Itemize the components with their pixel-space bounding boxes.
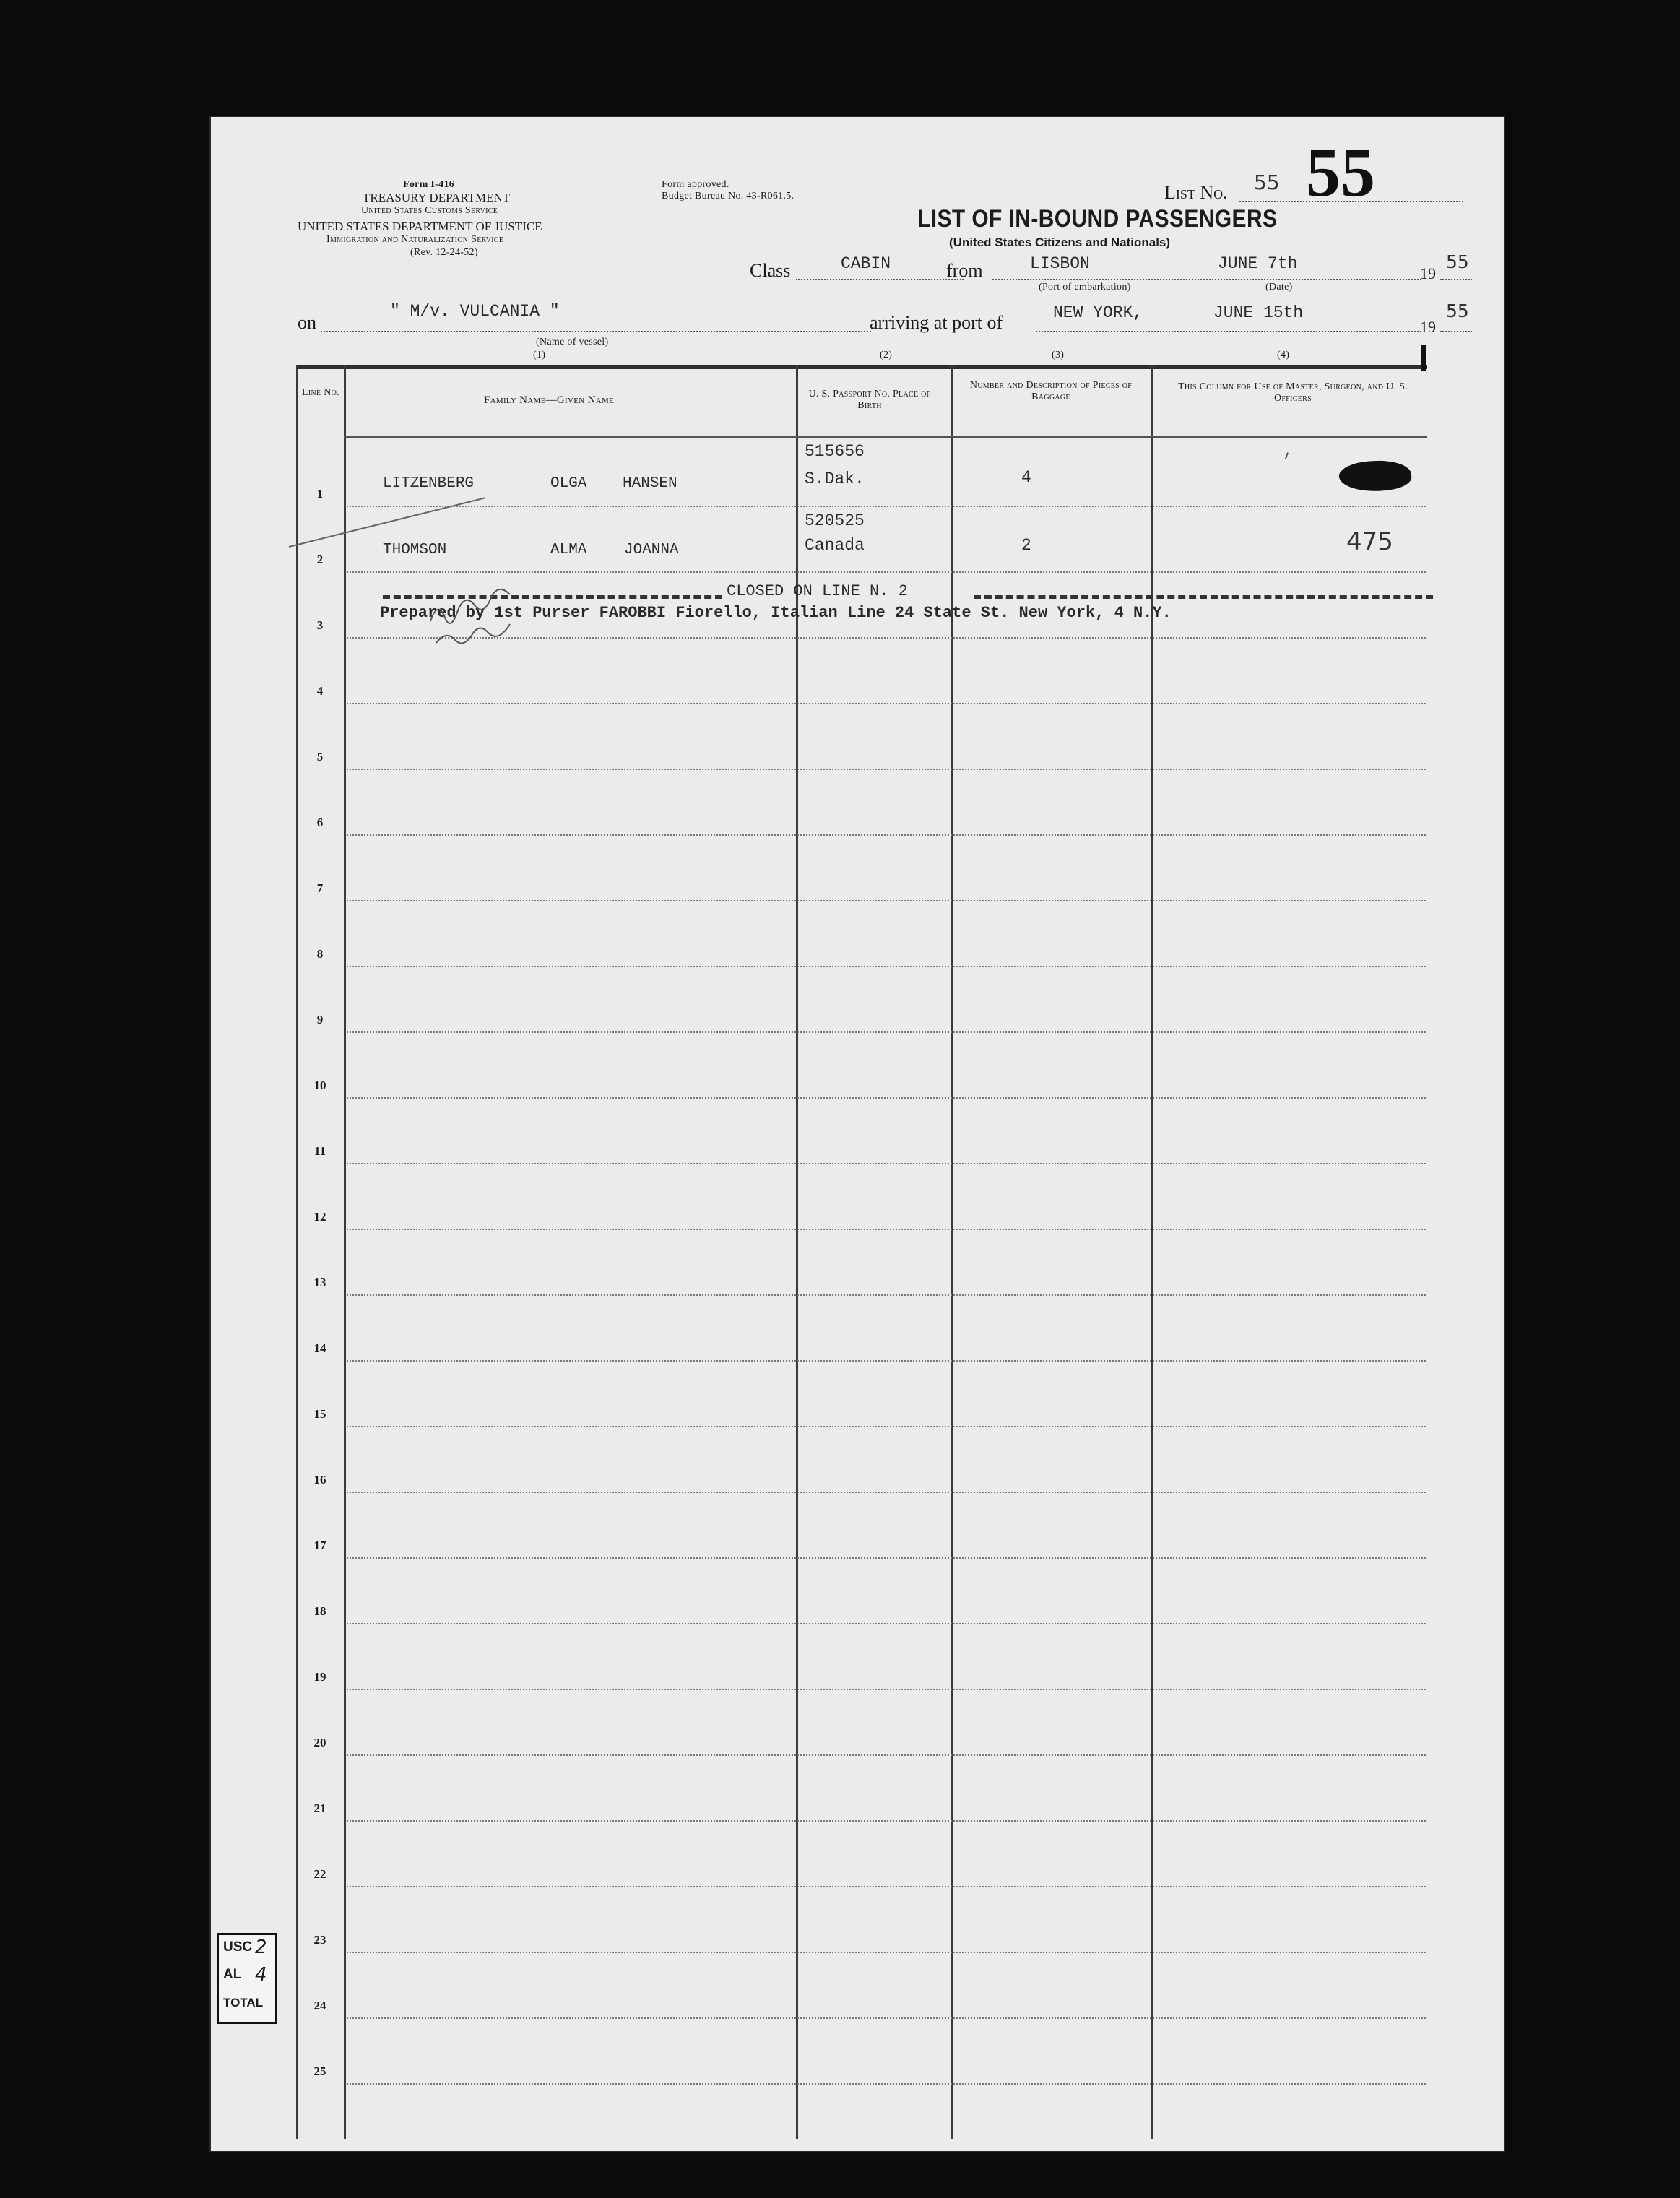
passenger-1-given-2: HANSEN (623, 475, 677, 492)
caption-date: (Date) (1265, 282, 1293, 293)
line-number: 7 (316, 881, 324, 895)
caption-col-2: (2) (880, 350, 893, 360)
page-subtitle: (United States Citizens and Nationals) (949, 235, 1171, 249)
table-row-rule (347, 2083, 1426, 2085)
header-passport: U. S. Passport No. Place of Birth (808, 389, 931, 411)
usc-value: 2 (255, 1937, 267, 1958)
caption-col-1: (1) (533, 350, 546, 360)
line-number: 4 (316, 684, 324, 698)
usc-label: USC (223, 1939, 253, 1955)
passenger-1-baggage: 4 (1021, 468, 1031, 487)
line-number: 16 (313, 1473, 326, 1487)
budget-bureau: Budget Bureau No. 43-R061.5. (662, 191, 794, 202)
list-no-small: 55 (1254, 170, 1280, 194)
col-rule-officers (1151, 365, 1153, 2139)
caption-col-3: (3) (1052, 350, 1065, 360)
table-row-rule (347, 1623, 1426, 1624)
table-row-rule (347, 2017, 1426, 2019)
table-row-rule (347, 834, 1426, 836)
line-number: 11 (313, 1144, 326, 1158)
year-line-arrival (1440, 331, 1472, 332)
from-label: from (946, 260, 983, 281)
col-rule-passport (796, 365, 798, 2139)
class-label: Class (750, 260, 791, 281)
port-of-arrival: NEW YORK, (1053, 303, 1143, 322)
department-of-justice: UNITED STATES DEPARTMENT OF JUSTICE (298, 220, 542, 233)
line-number: 18 (313, 1604, 326, 1618)
closed-on-line: CLOSED ON LINE N. 2 (727, 582, 908, 600)
passenger-list-sheet (209, 116, 1505, 2152)
line-number: 20 (313, 1736, 326, 1749)
arriving-label: arriving at port of (870, 312, 1003, 333)
table-top-rule (296, 365, 1427, 369)
line-number: 10 (313, 1078, 326, 1092)
line-number: 13 (313, 1276, 326, 1289)
on-label: on (298, 312, 316, 333)
list-no-large: 55 (1306, 134, 1375, 211)
closed-dashes-right (974, 595, 1433, 599)
passenger-1-birth: S.Dak. (805, 470, 865, 488)
pencil-slash (289, 497, 485, 548)
class-line (796, 279, 964, 280)
line-number: 15 (313, 1407, 326, 1421)
caption-port-embarkation: (Port of embarkation) (1039, 282, 1131, 293)
total-label: TOTAL (223, 1996, 264, 2009)
line-number: 6 (316, 815, 324, 829)
departure-year: 55 (1446, 251, 1469, 272)
passenger-2-birth: Canada (805, 536, 865, 555)
table-row-rule (347, 1163, 1426, 1164)
header-officers: This Column for Use of Master, Surgeon, and U. S. Officers (1177, 381, 1408, 404)
year-prefix-depart: 19 (1420, 264, 1436, 282)
line-number: 21 (313, 1801, 326, 1815)
table-row-rule (347, 1360, 1426, 1362)
vessel-line (321, 331, 871, 332)
col-rule-baggage (951, 365, 953, 2139)
header-name: Family Name—Given Name (484, 394, 615, 406)
line-number: 5 (316, 750, 324, 763)
line-number: 1 (316, 487, 324, 501)
passenger-2-passport: 520525 (805, 511, 865, 530)
passenger-1-passport: 515656 (805, 442, 865, 461)
line-number: 19 (313, 1670, 326, 1684)
edge-mark (1421, 345, 1426, 371)
passenger-1-given-1: OLGA (550, 475, 587, 492)
line-number: 12 (313, 1210, 326, 1224)
table-row-rule (347, 769, 1426, 770)
header-bottom-rule (344, 436, 1427, 438)
line-number: 17 (313, 1539, 326, 1552)
caption-col-4: (4) (1277, 350, 1290, 360)
line-number: 3 (316, 618, 324, 632)
arrival-line (1036, 331, 1421, 332)
arrival-year: 55 (1446, 300, 1469, 321)
line-number: 24 (313, 1999, 326, 2012)
table-row-rule (347, 1097, 1426, 1099)
page-title: LIST OF IN-BOUND PASSENGERS (917, 205, 1278, 233)
al-value: 4 (255, 1964, 267, 1986)
table-row-rule (347, 1426, 1426, 1427)
passenger-1-ink-blot (1338, 459, 1413, 494)
year-line-depart (1440, 279, 1472, 280)
table-row-rule (347, 1294, 1426, 1296)
port-of-embarkation: LISBON (1030, 254, 1090, 273)
list-no-label: List No. (1164, 182, 1228, 203)
passenger-2-given-2: JOANNA (624, 542, 679, 558)
ins-service: Immigration and Naturalization Service (326, 234, 504, 245)
year-prefix-arrival: 19 (1420, 318, 1436, 336)
table-row-rule (347, 571, 1426, 573)
table-row-rule (347, 1492, 1426, 1493)
passenger-1-family: LITZENBERG (383, 475, 475, 492)
line-number: 23 (313, 1933, 326, 1947)
table-row-rule (347, 900, 1426, 901)
header-baggage: Number and Description of Pieces of Baggage (969, 380, 1133, 402)
departure-date: JUNE 7th (1218, 254, 1298, 273)
col-rule-name (344, 365, 346, 2139)
table-row-rule (347, 1820, 1426, 1822)
table-row-rule (347, 1557, 1426, 1559)
treasury-department: TREASURY DEPARTMENT (363, 191, 511, 204)
form-approved: Form approved. (662, 179, 729, 190)
table-row-rule (347, 1754, 1426, 1756)
line-number: 25 (313, 2064, 326, 2078)
table-row-rule (347, 1952, 1426, 1953)
header-line-no: Line No. (302, 387, 339, 398)
line-number: 8 (316, 947, 324, 961)
signature-scribble (423, 578, 546, 657)
caption-vessel: (Name of vessel) (536, 337, 609, 347)
class-value: CABIN (841, 254, 891, 273)
table-row-rule (347, 1229, 1426, 1230)
line-number: 9 (316, 1013, 324, 1026)
table-row-rule (347, 703, 1426, 704)
passenger-2-given-1: ALMA (550, 542, 587, 558)
customs-service: United States Customs Service (361, 205, 498, 216)
table-row-rule (347, 1886, 1426, 1887)
prepared-by: Prepared by 1st Purser FAROBBI Fiorello, Italian Line 24 State St. New York, 4 N.Y. (380, 604, 1172, 622)
table-row-rule (347, 1031, 1426, 1033)
passenger-2-family: THOMSON (383, 542, 447, 558)
table-row-rule (347, 966, 1426, 967)
vessel-name: " M/v. VULCANIA " (390, 302, 560, 321)
tally-stamp (217, 1933, 277, 2024)
form-number: Form I-416 (403, 179, 455, 190)
passenger-2-baggage: 2 (1021, 536, 1031, 555)
al-label: AL (223, 1967, 242, 1982)
revision-date: (Rev. 12-24-52) (410, 247, 478, 258)
line-number: 22 (313, 1867, 326, 1881)
line-number: 14 (313, 1341, 326, 1355)
table-row-rule (347, 1689, 1426, 1690)
arrival-date: JUNE 15th (1213, 303, 1304, 322)
line-number: 2 (316, 553, 324, 566)
passenger-2-officer-note: 475 (1346, 527, 1393, 556)
pencil-check (1285, 452, 1296, 462)
embark-line (992, 279, 1421, 280)
table-row-rule (347, 506, 1426, 507)
